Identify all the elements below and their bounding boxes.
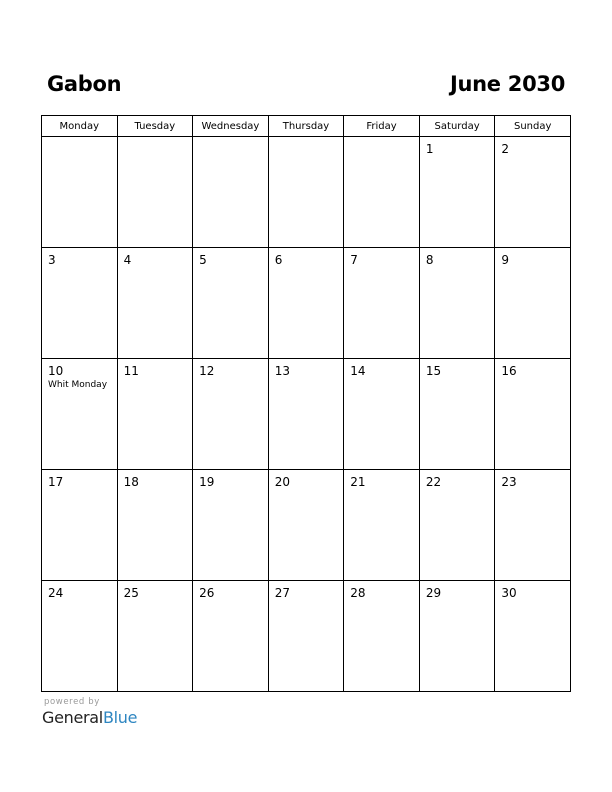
day-number: 21 [350,475,366,489]
day-cell [495,359,571,470]
day-cell [419,137,495,248]
week-row [42,137,571,248]
day-cell [419,248,495,359]
day-cell [42,359,118,470]
day-cell [344,359,420,470]
holiday-label: Whit Monday [48,380,108,390]
day-number: 30 [501,586,517,600]
day-number: 27 [274,586,290,600]
day-number: 12 [199,364,215,378]
day-number: 4 [123,253,132,267]
day-number: 6 [274,253,283,267]
powered-by-text: powered by [44,697,100,707]
day-cell [117,581,193,692]
day-cell [419,470,495,581]
day-cell [419,581,495,692]
day-cell [193,137,269,248]
weekday-header: Monday [42,116,118,137]
day-number: 10 [48,364,64,378]
day-number: 11 [123,364,139,378]
weekday-header: Tuesday [117,116,193,137]
day-cell [344,470,420,581]
day-cell [495,581,571,692]
day-number: 28 [350,586,366,600]
day-cell [344,581,420,692]
day-number: 18 [123,475,139,489]
week-row [42,359,571,470]
day-number: 19 [199,475,215,489]
day-number: 7 [350,253,358,267]
day-number: 20 [274,475,290,489]
calendar-grid [41,115,571,692]
day-number: 17 [48,475,64,489]
day-number: 15 [425,364,442,378]
day-cell [193,581,269,692]
day-cell [193,248,269,359]
day-number: 5 [199,253,207,267]
day-cell [268,470,344,581]
day-number: 24 [48,586,64,600]
week-row [42,470,571,581]
day-number: 23 [501,475,517,489]
weekday-header-row [42,116,571,137]
day-number: 14 [350,364,366,378]
day-cell [419,359,495,470]
day-number: 22 [425,475,442,489]
week-row [42,248,571,359]
day-cell [42,470,118,581]
weekday-header: Friday [344,116,420,137]
brand-footer [42,697,137,727]
day-number: 25 [123,586,139,600]
day-number: 26 [199,586,215,600]
day-cell [495,137,571,248]
day-cell [268,581,344,692]
day-number: 9 [501,253,510,267]
day-cell [42,248,118,359]
day-cell [42,137,118,248]
day-cell [117,248,193,359]
day-cell [268,137,344,248]
logo-part-blue: Blue [102,708,138,727]
month-title: June 2030 [449,72,565,96]
logo-part-general: General [42,708,103,727]
day-cell [193,470,269,581]
day-number: 13 [274,364,290,378]
day-cell [268,248,344,359]
generalblue-logo [42,708,137,727]
weekday-header: Wednesday [193,116,269,137]
week-row [42,581,571,692]
day-number: 16 [501,364,517,378]
day-cell [495,248,571,359]
day-cell [42,581,118,692]
day-cell [344,137,420,248]
day-number: 2 [501,142,510,156]
day-cell [193,359,269,470]
weekday-header: Sunday [495,116,571,137]
country-title: Gabon [47,72,122,96]
day-number: 8 [425,253,434,267]
day-number: 1 [425,142,434,156]
day-number: 3 [48,253,56,267]
day-number: 29 [425,586,442,600]
day-cell [117,359,193,470]
weekday-header: Saturday [419,116,495,137]
day-cell [117,137,193,248]
day-cell [495,470,571,581]
day-cell [344,248,420,359]
day-cell [117,470,193,581]
weekday-header: Thursday [268,116,344,137]
day-cell [268,359,344,470]
